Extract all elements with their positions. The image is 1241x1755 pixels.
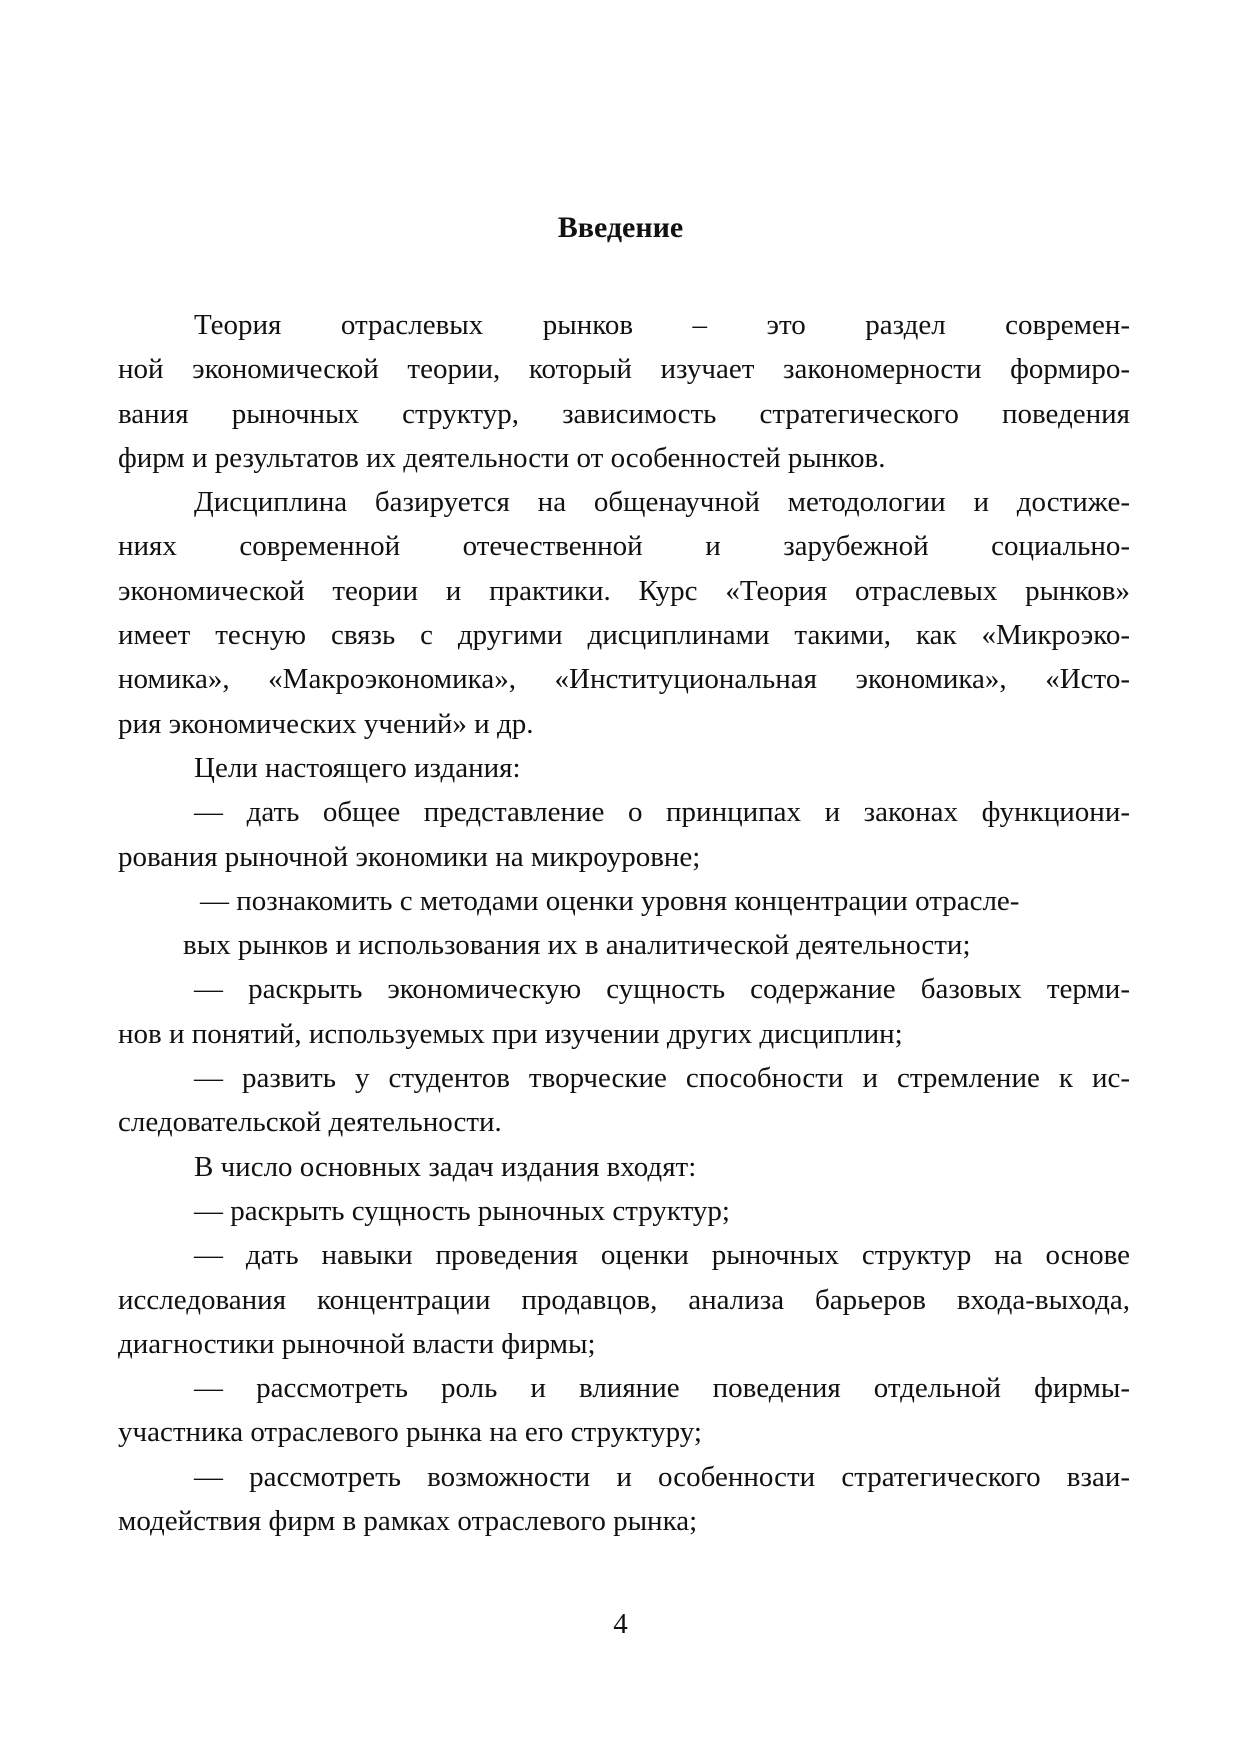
text-line: Дисциплина базируется на общенаучной методологии и достиже- [194,486,1130,519]
text-line: Цели настоящего издания: [194,751,521,784]
text-line: Теория отраслевых рынков – это раздел современ- [194,309,1130,341]
text-line: ниях современной отечественной и зарубежной социально- [118,530,1130,563]
text-line: вых рынков и использования их в аналитической деятельности; [183,929,971,962]
text-line: — дать общее представление о принципах и законах функциони- [194,796,1130,829]
text-line: участника отраслевого рынка на его структуру; [118,1416,702,1449]
text-line: рования рыночной экономики на микроуровне; [118,840,701,873]
text-line: вания рыночных структур, зависимость стратегического поведения [118,397,1130,430]
text-line: рия экономических учений» и др. [118,707,534,740]
text-line: исследования концентрации продавцов, анализа барьеров входа-выхода, [118,1283,1130,1316]
page-title: Введение [557,211,684,244]
text-line: — познакомить с методами оценки уровня концентрации отрасле- [200,884,1020,917]
text-line: диагностики рыночной власти фирмы; [118,1327,596,1360]
text-line: — рассмотреть роль и влияние поведения отдельной фирмы- [194,1372,1130,1405]
text-line: следовательской деятельности. [118,1106,502,1139]
text-line: — дать навыки проведения оценки рыночных структур на основе [194,1239,1130,1272]
text-line: модействия фирм в рамках отраслевого рынка; [118,1505,698,1538]
text-line: — раскрыть экономическую сущность содержание базовых терми- [194,973,1130,1006]
page-number: 4 [613,1608,628,1640]
text-line: ной экономической теории, который изучает закономерности формиро- [118,353,1130,386]
text-line: В число основных задач издания входят: [194,1150,697,1183]
text-line: — раскрыть сущность рыночных структур; [194,1194,730,1227]
text-line: фирм и результатов их деятельности от особенностей рынков. [118,441,886,474]
body-text [118,303,1130,1543]
text-line: номика», «Макроэкономика», «Институциональная экономика», «Исто- [118,663,1130,696]
text-line: — развить у студентов творческие способности и стремление к ис- [194,1062,1130,1095]
text-line: имеет тесную связь с другими дисциплинами такими, как «Микроэко- [118,619,1130,652]
text-line: нов и понятий, используемых при изучении других дисциплин; [118,1017,903,1050]
text-line: — рассмотреть возможности и особенности стратегического взаи- [194,1460,1130,1493]
text-line: экономической теории и практики. Курс «Теория отраслевых рынков» [118,574,1130,607]
